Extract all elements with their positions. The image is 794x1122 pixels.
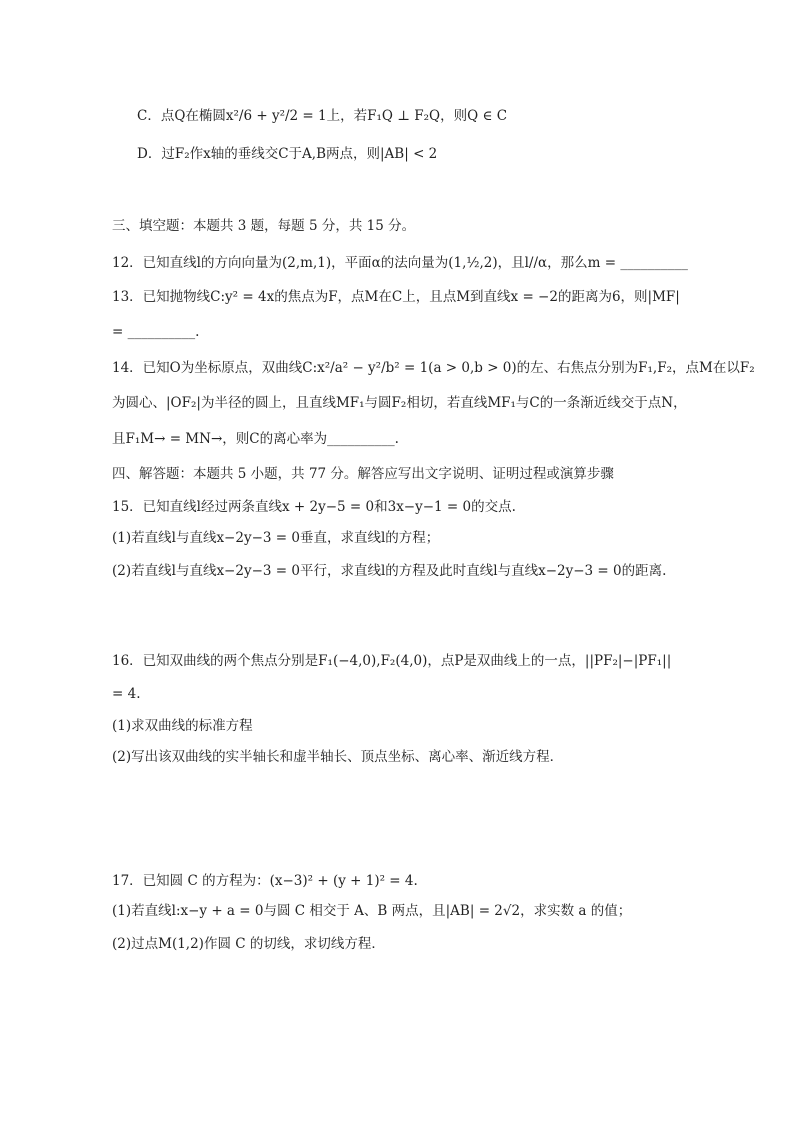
question-17-part-1: (1)若直线l:x−y + a = 0与圆 C 相交于 A、B 两点，且|AB| = 2√2，求实数 a 的值； [112, 903, 632, 919]
question-15: 15．已知直线l经过两条直线x + 2y−5 = 0和3x−y−1 = 0的交点. [112, 499, 516, 515]
question-14-line-3: 且F₁M→ = MN→，则C的离心率为__________. [112, 431, 399, 447]
question-15-part-1: (1)若直线l与直线x−2y−3 = 0垂直，求直线l的方程； [112, 530, 440, 546]
question-15-part-2: (2)若直线l与直线x−2y−3 = 0平行，求直线l的方程及此时直线l与直线x−2y−3 = 0的距离. [112, 563, 667, 579]
section-heading-fill-in: 三、填空题：本题共 3 题，每题 5 分，共 15 分。 [112, 218, 416, 234]
question-14: 14．已知O为坐标原点，双曲线C:x²/a² − y²/b² = 1(a > 0,b > 0)的左、右焦点分别为F₁,F₂，点M在以F₂ [112, 360, 755, 376]
option-c: C．点Q在椭圆x²/6 + y²/2 = 1上，若F₁Q ⊥ F₂Q，则Q ∈ C [137, 108, 508, 124]
question-16-continued: = 4. [112, 686, 141, 702]
section-heading-answers: 四、解答题：本题共 5 小题，共 77 分。解答应写出文字说明、证明过程或演算步骤 [112, 466, 614, 482]
question-16: 16．已知双曲线的两个焦点分别是F₁(−4,0),F₂(4,0)，点P是双曲线上的一点，||PF₂|−|PF₁|| [112, 653, 672, 669]
question-16-part-1: (1)求双曲线的标准方程 [112, 718, 253, 734]
question-12: 12．已知直线l的方向向量为(2,m,1)，平面α的法向量为(1,½,2)，且l//α，那么m = __________ [112, 255, 688, 271]
question-17-part-2: (2)过点M(1,2)作圆 C 的切线，求切线方程． [112, 936, 385, 952]
question-16-part-2: (2)写出该双曲线的实半轴长和虚半轴长、顶点坐标、离心率、渐近线方程． [112, 749, 564, 765]
question-13: 13．已知抛物线C:y² = 4x的焦点为F，点M在C上，且点M到直线x = −2的距离为6，则|MF| [112, 289, 680, 305]
option-d: D．过F₂作x轴的垂线交C于A,B两点，则|AB| < 2 [137, 146, 438, 162]
question-13-continued: = __________. [112, 324, 200, 340]
question-14-line-2: 为圆心、|OF₂|为半径的圆上，且直线MF₁与圆F₂相切，若直线MF₁与C的一条渐近线交于点N， [112, 395, 687, 411]
question-17: 17．已知圆 C 的方程为：(x−3)² + (y + 1)² = 4. [112, 873, 418, 889]
